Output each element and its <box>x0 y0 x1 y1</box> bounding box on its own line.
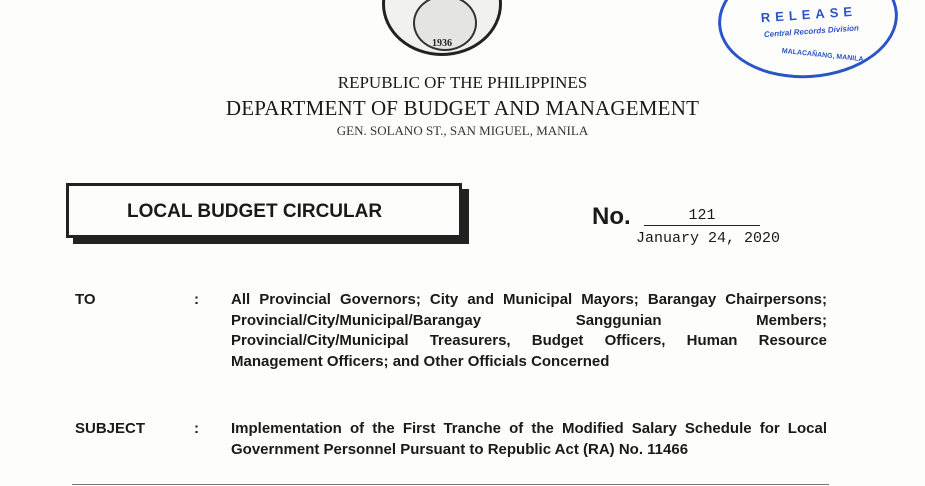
header-department: DEPARTMENT OF BUDGET AND MANAGEMENT <box>225 96 700 120</box>
to-colon: : <box>194 291 199 308</box>
dbm-seal <box>382 0 502 56</box>
header-republic: REPUBLIC OF THE PHILIPPINES <box>337 73 588 92</box>
circular-date: January 24, 2020 <box>636 230 781 247</box>
section-divider <box>72 484 829 485</box>
release-stamp <box>714 0 902 84</box>
stamp-title: RELEASE <box>760 3 858 26</box>
to-label: TO <box>75 291 96 308</box>
circular-number-label: No. <box>592 203 631 230</box>
stamp-subtitle: Central Records Division <box>763 23 860 40</box>
stamp-bottom: MALACAÑANG, MANILA <box>781 47 864 64</box>
to-recipients: All Provincial Governors; City and Municipal Mayors; Barangay Chairpersons; Provincial/City/Municipal/Barangay Sanggunian Members; Provincial/City/Municipal Treasurers, Budget Officers, Human Resource Management Officers; and Other Officials Concerned <box>231 291 827 370</box>
subject-colon: : <box>194 420 199 437</box>
seal-year: 1936 <box>432 38 452 49</box>
circular-number: 121 <box>644 207 760 226</box>
header-address: GEN. SOLANO ST., SAN MIGUEL, MANILA <box>336 123 589 138</box>
circular-title-box <box>66 183 462 238</box>
circular-title: LOCAL BUDGET CIRCULAR <box>127 201 383 222</box>
subject-label: SUBJECT <box>75 420 146 437</box>
subject-text: Implementation of the First Tranche of the Modified Salary Schedule for Local Government Personnel Pursuant to Republic Act (RA) No. 11466 <box>231 420 827 458</box>
